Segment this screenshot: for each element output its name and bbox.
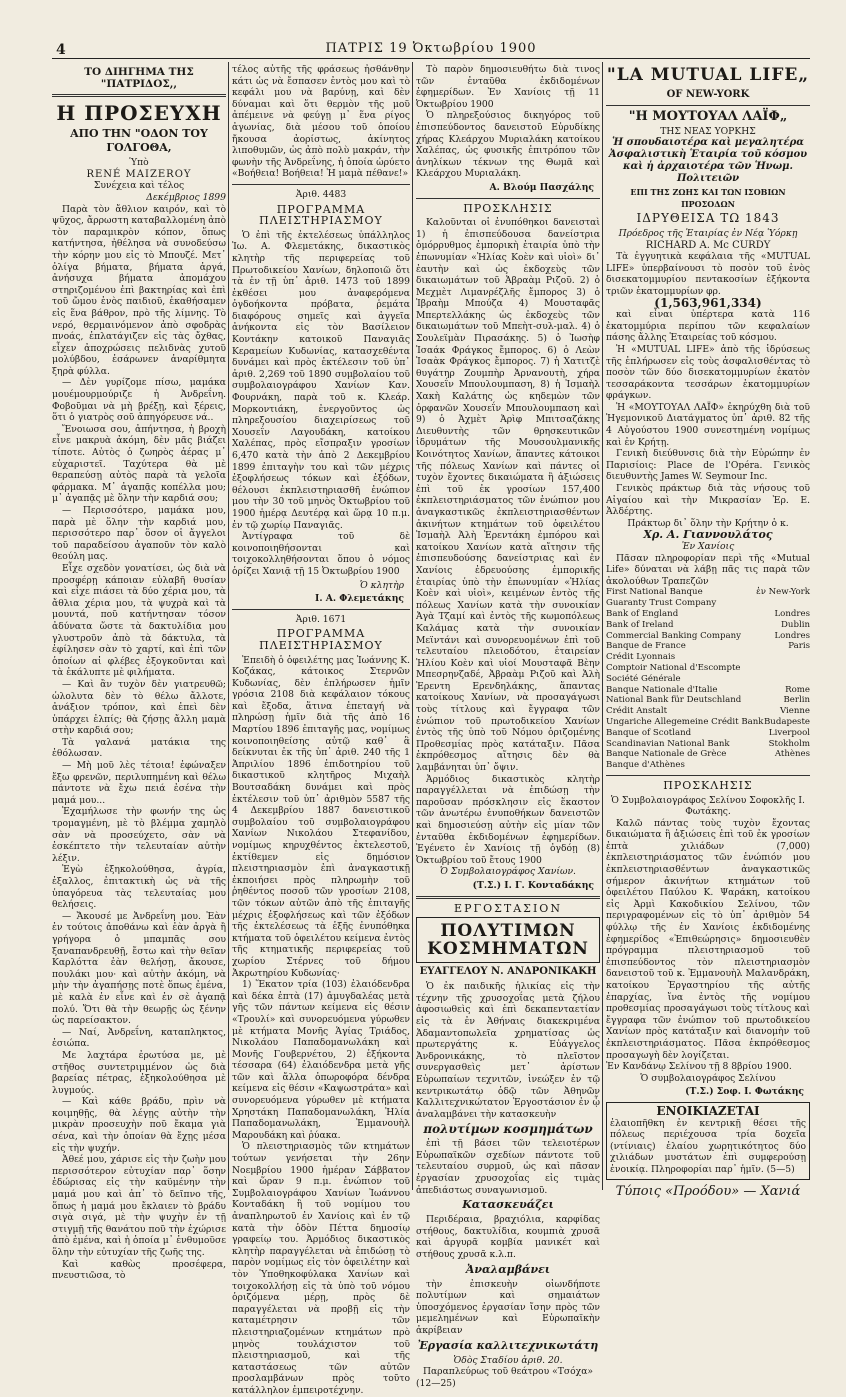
bank-row	[606, 749, 810, 760]
ad-founded: ΙΔΡΥΘΕΙΣΑ ΤΩ 1843	[636, 211, 780, 226]
rent-title: ΕΝΟΙΚΙΑΖΕΤΑΙ	[656, 1103, 760, 1118]
notice-items: 1) Ἕκατον τρία (103) ἐλαιόδενδρα καὶ δέκα ἑπτὰ (17) ἀμυγδαλέας μετὰ γῆς τῶν πάντων κείμενα εἰς θέσιν «Τρουλί» καὶ συνορευόμενα γύρωθεν μὲ κτήματα Μονῆς Ἁγίας Τριάδος, Νικολάου Παπαδομανωλάκη καὶ Μονῆς Γουβερνέτου, 2) ἑξήκοντα τέσσαρα (64) ἐλαιόδενδρα μετὰ γῆς τῶν καὶ ἄλλα ὀπωροφόρα δένδρα κείμενα εἰς θέσιν «Καψωστράτα» καὶ συνορευόμενα γύρωθεν μὲ κτήματα Χρηστάκη Παπαδομανωλάκη, Ἠλία Παπαδομανωλάκη, Ἐμμανουὴλ Μαρουδάκη καὶ ῥύακα.	[232, 979, 410, 1141]
bank-name: Banque Nationale d'Italie	[606, 684, 718, 695]
bank-row	[606, 674, 810, 685]
notice-title: ΠΡΟΣΚΛΗΣΙΣ	[463, 201, 553, 215]
story-paragraph: — Καὶ κάθε βράδυ, πρὶν νὰ κοιμηθῇς, θὰ λέγῃς αὐτὴν τὴν μικρὰν προσευχὴν ποῦ ἔκαμα γιὰ σένα, καὶ τὴν ὁποίαν θὰ ἔχῃς μέσα εἰς τὴν ψυχήν.	[52, 1096, 226, 1154]
ad-body: Γενικὴ διεύθυνσις διὰ τὴν Εὐρώπην ἐν Παρισίοις: Place de l'Opéra. Γενικὸς διευθυντὴς James W. Seymour Inc.	[606, 448, 810, 483]
notice-body: Ἐπειδὴ ὁ ὀφειλέτης μας Ἰωάννης Κ. Κοζάκας, κάτοικος Στερνῶν Κυδωνίας, δὲν ἐπλήρωσεν ἡμῖν γρόσια 2108 διὰ κεφάλαιον τόκους καὶ ἔξοδα, ἅτινα ἐπεταγή νὰ πληρώσῃ ἡμῖν διὰ τῆς ἀπὸ 16 Μαρτίου 1896 ἐπιταγῆς μας, νομίμως κοινοποιηθείσης αὐτῷ καθ᾽ ἃ δείκνυται ἐκ τῆς ὑπ᾽ ἀριθ. 240 τῆς 1 Ἀπριλίου 1896 ἐπιδοτηρίου τοῦ δικαστικοῦ κλητῆρος Μιχαὴλ Βουτσαδάκη δυνάμει καὶ πρὸς ἐκτέλεσιν τοῦ ὑπ᾽ ἀριθμὸν 5587 τῆς 4 Δεκεμβρίου 1887 δανειστικοῦ συμβολαίου τοῦ συμβολαιογράφου Χανίων Νικολάου Στεφανίδου, νομίμως κηρυχθέντος ἐκτελεστοῦ, ἐκτίθεμεν εἰς δημόσιον πλειστηριασμὸν ἐπὶ ἀναγκαστικῇ ἐκποιήσει πρὸς πληρωμὴν τοῦ ῥηθέντος ποσοῦ τῶν γροσίων 2108, τῶν τόκων αὐτῶν ἀπὸ τῆς ἐπιταγῆς μέχρις ἐξοφλήσεως καὶ τῶν ἐξόδων τῆς ἐκτελέσεως τὰ ἑξῆς ἐνυπόθηκα κτήματα τοῦ ὀφειλέτου κείμενα ἐντὸς τῆς κτηματικῆς περιφερείας τοῦ χωρίου Στέρνες τοῦ δήμου Ἀκρωτηρίου Κυδωνίας·	[232, 654, 410, 979]
printer-footer: Τύποις «Προόδου» — Χανιά	[615, 1183, 801, 1199]
story-paragraph: Ἐγὼ ἐξηκολούθησα, ἀγρία, ἐξαλλος, ἐπιτακτικὴ ὡς νὰ τῆς ὑπαγόρευα τὰς τελευταίας μου θελήσεις.	[52, 864, 226, 911]
ad-subtitle: OF NEW-YORK	[666, 89, 750, 100]
story-author: RENÉ MAIZEROY	[86, 168, 192, 180]
bank-row	[606, 739, 810, 750]
bank-name: Ungariche Allegemeine Crédit Bank	[606, 716, 764, 727]
story-subtitle: ΑΠΟ ΤΗΝ "ΟΔΟΝ ΤΟΥ ΓΟΛΓΟΘΑ,	[70, 127, 208, 155]
story-paragraph: Εἶχε σχεδὸν γονατίσει, ὡς διὰ νὰ προσφέρῃ κάποιαν εὐλαβῆ θυσίαν καὶ εἶχε πιάσει τὰ δύο χέρια μου, τὰ ἄθλια χέρια μου, τὰ ψυχρὰ καὶ τὰ μουντά, ποῦ κατήντησαν τόσον ἀδύνατα ὥστε τὰ δακτυλίδια μου γλυστροῦν ἀπὸ τὰ δάκτυλα, τὰ ἐφίλησεν σὰν τὸ χαρτί, καὶ ἐπὶ τῶν ὁποίων αἱ φλέβες ἐξογκοῦνται καὶ τὰ ἐκάλυπτε μὲ φιλήματα.	[52, 562, 226, 679]
rent-ad	[606, 1102, 810, 1180]
ad-body: Τὰ ἐγγυητικὰ κεφάλαια τῆς «MUTUAL LIFE» ὑπερβαίνουσι τὸ ποσὸν τοῦ ἑνὸς δισεκατομμυρίου πεντακοσίων ἑξήκοντα τριῶν ἑκατομμυρίων φρ.	[606, 251, 810, 297]
divider	[416, 896, 600, 899]
story-ending: τέλος αὐτῆς τῆς φράσεως ἠσθάνθην κάτι ὡς νὰ ἔσπασεν ἐντὸς μου καὶ τὸ κεφάλι μου νὰ βαρύνῃ, καὶ δὲν δύναμαι καὶ ὅτι θερμὸν τῆς μοῦ ἀπέμεινε νὰ φεύγῃ μ᾽ ἕνα ρίγος ἀγωνίας, διὰ μέσου τοῦ ὁποίου ἤκουσα ἀορίστως, ἀκίνητος λιποθυμῶν, ὡς ἀπὸ πολὺ μακράν, τὴν φωνὴν τῆς Ἀνδρεΐνης, ἡ ὁποία ὠρύετο «Βοήθεια! Βοήθεια! Ἡ μαμὰ πέθανε!»	[232, 64, 410, 180]
bank-row	[606, 760, 810, 771]
bank-row	[606, 717, 810, 728]
ad-kicker: ΕΡΓΟΣΤΑΣΙΟΝ	[454, 901, 562, 915]
story-paragraph: Τὰ γαλανά ματάκια της ἐθόλωσαν.	[52, 736, 226, 760]
agent-location: Ἐν Χανίοις	[681, 541, 735, 552]
column-notices-ads	[416, 64, 600, 1389]
notice-body: Ὁ πληρεξούσιος δικηγόρος τοῦ ἐπισπεύδοντος δανειστοῦ Εὐρυδίκης χήρας Κλεάρχου Μυριαλάκη κατοίκου Χαλέπας, ὡς φυσικῆς ἐπιτρόπου τῶν ἀνηλίκων τέκνων της Θωμᾶ καὶ Κλεάρχου Μυριαλάκη.	[416, 110, 600, 180]
ad-address: Παραπλεύρως τοῦ θεάτρου «Τσόχα»	[422, 1366, 594, 1378]
column-divider	[412, 62, 413, 1190]
ad-heading: Ἐργασία καλλιτεχνικωτάτη	[417, 1338, 599, 1352]
notice-title: ΠΡΟΣΚΛΗΣΙΣ	[663, 778, 753, 792]
bank-name: Banque Nationale de Grèce	[606, 749, 727, 760]
bank-city: Athènes	[774, 749, 810, 760]
divider	[606, 105, 810, 106]
bank-row	[606, 587, 810, 598]
ad-address: Ὁδὸς Σταδίου ἀριθ. 20.	[453, 1354, 563, 1366]
notice-role: Ὁ κλητὴρ	[359, 579, 404, 591]
notice-signer: (Τ.Σ.) Ι. Γ. Κονταδάκης	[472, 879, 594, 891]
ad-body: ἐπὶ τῇ βάσει τῶν τελειοτέρων Εὐρωπαϊκῶν σχεδίων πάντοτε τοῦ τελευταίου συρμοῦ, ὡς καὶ πᾶσαν ἐργασίαν χρυσοχοΐας εἰς τιμὰς ἀπεδιάστως συναγωνισμοῦ.	[416, 1138, 600, 1196]
bank-name: Scandinavian National Bank	[606, 738, 730, 749]
ad-president-label: Πρόεδρος τῆς Ἑταιρίας ἐν Νέᾳ Ὑόρκῃ	[618, 227, 798, 239]
notice-body: Τὸ παρὸν δημοσιευθήτω διὰ τινος τῶν ἐνταῦθα ἐκδιδομένων ἐφημερίδων. Ἐν Χανίοις τῇ 11 Ὀκτωβρίου 1900	[416, 64, 600, 110]
bank-city: Rome	[785, 684, 810, 695]
story-paragraph: Παρὰ τὸν ἄθλιον καιρόν, καὶ τὸ ψῦχος, ἄρρωστη καταβαλλομένη ἀπὸ τὸν παραμικρὸν κόπον, ὅπως κατήντησα, ἠθέλησα νὰ συνοδεύσω τὴν κόρην μου εἰς τὸ Μπουζέ. Μετ᾽ ὀλίγα βήματα, βήματα ἀργά, ἀνήσυχα βήματα ἀπομάχου στηριζομένου ἐπὶ βακτηρίας καὶ ἐπὶ τοῦ ὤμου ἑνὸς παιδιοῦ, ἐκαθήσαμεν εἰς ἕνα βάθρον, πρὸ τῆς λίμνης. Τὸ νερό, θερμαινόμενον ἀπὸ σφοδρὰς πνοάς, ἐπλατάγιζεν εἰς τὰς ὄχθας, εἶχεν ἀποχρώσεις πελιδνὰς χυτοῦ μολύβδου, ἐσάρωνεν ἀναρίθμητα ξηρὰ φύλλα.	[52, 203, 226, 377]
bank-row	[606, 652, 810, 663]
notice-number: Ἀριθ. 4483	[295, 188, 347, 200]
bank-list	[606, 587, 810, 771]
notice-role: Ὁ Συμβολαιογράφος Χανίων.	[440, 866, 576, 878]
story-paragraph: Με λαχτάρα ἐρωτύσα με, μὲ στῆθος συντετριμμένον ὡς διὰ βαρείας πέτρας, ἐξηκολούθησα μὲ λυγμούς.	[52, 1049, 226, 1096]
bank-name: Banque of Scotland	[606, 727, 692, 738]
bank-name: Banque d'Athènes	[606, 760, 685, 771]
bank-row	[606, 728, 810, 739]
story-paragraph: — Ναί, Ἀνδρεΐνη, καταπληκτος, ἐσιώπα.	[52, 1026, 226, 1050]
bank-city: Londres	[774, 630, 810, 641]
column-notices	[232, 64, 410, 1396]
bank-city: Dublin	[781, 619, 810, 630]
ad-run: (12—25)	[416, 1377, 456, 1389]
bank-city: Stokholm	[768, 738, 810, 749]
story-paragraph: — Ἄκουσέ με Ἀνδρεΐνη μου. Ἐὰν ἐν τούτοις ἀποθάνω καὶ ἐὰν ἀργὰ ἢ γρήγορα ὁ μπαμπᾶς σου ξαναπανδρευθῇ, ἔστω καὶ τὴν θεῖαν Καρλόττα ἐὰν θελήσῃ, ἄκουσε, πουλάκι μου· καὶ αὐτὴν ἀκόμη, νὰ μὴν τὴν ἀγαπήσῃς ποτὲ ὅπως ἐμένα, μὲ καλὰ ἐν εἶνε καὶ ἐν σὲ ἀγαπᾷ πολύ. Ὅτι θὰ τὴν θεωρῇς ὡς ξένην ὡς παρείσακτον.	[52, 910, 226, 1027]
ad-owner: ΕΥΑΓΓΕΛΟΥ Ν. ΑΝΔΡΟΝΙΚΑΚΗ	[419, 966, 597, 978]
bank-city: Budapeste	[763, 716, 810, 727]
notice-date: Ἐν Κανδάνῳ Σελίνου τῇ 8 8βρίου 1900.	[606, 1061, 792, 1073]
agent-name: Χρ. Α. Γιαννουλάτος	[643, 528, 773, 542]
column-divider	[602, 62, 603, 1190]
column-story	[52, 64, 226, 1282]
notice-title: ΠΡΟΓΡΑΜΜΑ ΠΛΕΙΣΤΗΡΙΑΣΜΟΥ	[259, 202, 383, 228]
bank-row	[606, 631, 810, 642]
story-title: Η ΠΡΟΣΕΥΧΗ	[56, 101, 222, 126]
bank-city: Liverpool	[768, 727, 810, 738]
bank-name: Bank of Ireland	[606, 619, 674, 630]
page-header	[52, 38, 810, 59]
notice-number: Ἀριθ. 1671	[295, 613, 347, 625]
bank-row	[606, 609, 810, 620]
ad-amount: (1,563,961,334)	[654, 295, 762, 310]
bank-name: Banque de France	[606, 641, 686, 652]
story-date: Δεκέμβριος 1899	[146, 191, 226, 203]
ad-body: τὴν ἐπισκευὴν οἱωνδήποτε πολυτίμων καὶ σημαιάτων ὑποσχόμενος ἐργασίαν ἴσην πρὸς τῶν μεμελημένων καὶ Εὐρωπαϊκὴν ἀκρίβειαν	[416, 1278, 600, 1336]
story-paragraph: Ἔνοιωσα σου, ἀπήντησα, ἡ βροχὴ εἶνε μακρυὰ ἀκόμη, δὲν μᾶς βιάζει τίποτε. Αὐτὸς ὁ ζωηρὸς ἀέρας μ᾽ εὐχαριστεῖ. Ταχύτερα θὰ μὲ θεραπεύσῃ αὐτὸς παρὰ τὰ γελοῖα φάρμακα. Μ᾽ ἀγαπᾷς κοπέλλα μου; μ᾽ ἀγαπᾷς μὲ ὅλην τὴν καρδιά σου;	[52, 423, 226, 505]
story-paragraph: — Δὲν γυρίζομε πίσω, μαμάκα μουέμουρμούριζε ἡ Ἀνδρεΐνη. Φοβοῦμαι νὰ μὴ βρέξῃ, καὶ ξέρεις, ὅτι ὁ γιατρὸς σοῦ ἀπηγόρευσε νά..	[52, 377, 226, 424]
divider	[232, 184, 410, 185]
ad-slogan: Ἡ σπουδαιοτέρα καὶ μεγαλητέρα Ἀσφαλιστικὴ Ἑταιρία τοῦ κόσμου καὶ ἡ ἀρχαιοτέρα τῶν Ἡνωμ. Πολιτειῶν	[608, 137, 808, 185]
story-paragraph: Ἐχαμήλωσε τὴν φωνήν της ὡς τρομαγμένη, μὲ τὸ βλέμμα χαμηλὸ σὰν νὰ προσεύχετο, σὰν νὰ ἐσκέπτετο τὴν τελευταίαν αὐτὴν λέξιν.	[52, 806, 226, 864]
bank-name: Commercial Banking Company	[606, 630, 742, 641]
column-insurance-ad	[606, 64, 810, 1199]
notice-role: Ὁ συμβολαιογράφος Σελίνου	[640, 1072, 776, 1084]
bank-row	[606, 706, 810, 717]
notice-title: ΠΡΟΓΡΑΜΜΑ ΠΛΕΙΣΤΗΡΙΑΣΜΟΥ	[259, 627, 383, 652]
page-number: 4	[56, 42, 66, 58]
notice-signer: Ι. Α. Φλεμετάκης	[315, 593, 404, 605]
bank-row	[606, 620, 810, 631]
bank-row	[606, 641, 810, 652]
ad-title: "LA MUTUAL LIFE„	[606, 65, 810, 85]
story-paragraph: Ἀθεέ μου, χάρισε εἰς τὴν ζωὴν μου περισσότερον εὐτυχίαν παρ᾽ ὅσην ἐδώρισας εἰς τὴν καϋμένην τὴν μαμά μου καὶ ἀπ᾽ τὸ δεῖπνο τῆς, ὅπως ἡ μαμά μου ἔκλαιεν τὸ βράδυ σιγὰ σιγά, μὲ τὴν ψυχὴν ἐν τῇ στιγμῇ τῆς θανάτου ποῦ τὴν ἐχώρισε ἀπὸ ἐμένα, καὶ ἡ ὁποία μ᾽ ἐνθυμοῦσε ὅλην τὴν εὐτυχίαν τῆς ζωῆς της.	[52, 1154, 226, 1258]
agent-label: Πράκτωρ δι᾽ ὅλην τὴν Κρήτην ὁ κ.	[627, 517, 789, 529]
ad-heading: Ἀναλαμβάνει	[465, 1262, 551, 1276]
notice-body: Ἀρμόδιος δικαστικὸς κλητὴρ παραγγέλλεται νὰ ἐπιδώσῃ τὴν παροῦσαν πρόσκλησιν εἰς ἕκαστον τῶν ἀνωτέρω ἐνυποθήκων δανειστῶν καὶ δημοσιεύσῃ αὐτὴν εἰς μίαν τῶν ἐνταῦθα ἐκδιδομένων ἐφημερίδων. Ἐγένετο ἐν Χανίοις τῇ ὀγδόῃ (8) Ὀκτωβρίου τοῦ ἔτους 1900	[416, 773, 600, 866]
story-paragraph: Καὶ καθὼς προσέφερα, πνευστιῶσα, τὸ	[52, 1258, 226, 1282]
bank-name: Comptoir National d'Escompte	[606, 662, 741, 673]
bank-name: Crédit Anstalt	[606, 706, 668, 717]
notice-signer: Α. Βλούμ Πασχάλης	[489, 181, 594, 193]
bank-name: Bank of England	[606, 608, 679, 619]
bank-city: Vienne	[779, 706, 810, 717]
story-by: Ὑπὸ	[129, 157, 149, 169]
notice-body: Ὁ ἐπὶ τῆς ἐκτελέσεως ὑπάλληλος Ἰω. Α. Φλεμετάκης, δικαστικὸς κλητὴρ τῆς περιφερείας τοῦ Πρωτοδικείου Χανίων, δηλοποιῶ ὅτι τὰ ἐν τῇ ὑπ᾽ ἀριθ. 1473 τοῦ 1899 ἐκθέσει μου ἀναφερόμενα ὀγδοήκοντα πρόβατα, ῥεμάτα διαφόρους σημεῖς καὶ ἀγγεῖα ἀνήκοντα εἰς τὸν Βασίλειον Κοντάκην κατοικοῦ Παναγιᾶς Κεραμείων Κυδωνίας, κατασχεθέντα δυνάμει καὶ πρὸς ἐκτέλεσιν τοῦ ὑπ᾽ ἀριθ. 2,269 τοῦ 1890 συμβολαίου τοῦ συμβολαιογράφου Χανίων Καν. Φουρνάκη, παρὰ τοῦ κ. Κλεάρ. Μορκοντιάκη, ἐνεργοῦντος ὡς πληρεξουσίου διαχειρίσεως τοῦ Χουσεΐν Λαγουδάκη, κατοίκου Χαλέπας, πρὸς εἴσπραξιν γροσίων 6,470 κατὰ τὴν ἀπὸ 2 Δεκεμβρίου 1899 ἐπιταγὴν του καὶ τῶν μέχρις ἐξοφλήσεως τόκων καὶ ἐξόδων, θέλουσι ἐκπλειστηριασθῆ ἐνώπιον μου τὴν 30 τοῦ μηνὸς Ὀκτωβρίου τοῦ 1900 ἡμέρᾳ Δευτέρᾳ καὶ ὥρᾳ 10 π.μ. ἐν τῷ χωρίῳ Παναγιᾶς.	[232, 229, 410, 531]
notice-body: Καλοῦνται οἱ ἐνυπόθηκοι δανεισταὶ 1) ἡ ἐπισπεύδουσα δανείστρια ὁμόρρυθμος ἐμπορικὴ ἑταιρία ὑπὸ τὴν ἐπωνυμίαν «Ἠλίας Κοὲν καὶ υἱοὶ» δι᾽ ἑαυτὴν καὶ ὡς ἐκδοχεὺς τῶν δικαιωμάτων τοῦ Ἀβραὰμ Ριζοῦ. 2) ὁ Μεχμὲτ Λιμανρέζλῆς ἔμπορος 3) ὁ Ἰβραὴμ Μπούζα 4) Μουσταφᾶς Μπερτελλάκης ὡς ἐκδοχεὺς τῶν δικαιωμάτων τοῦ Μπεὴτ-συλ-μαλ. 4) ὁ Σουλεϊμὰν Πιρασάκης. 5) ὁ Ἰωσὴφ Ἰσαάκ Φράγκος ἔμπορος. 6) ὁ Λεὼν Ἰσαὰκ Φράγκος ἔμπορος. 7) ἡ Χατιτζὲ θυγάτηρ Ζουμπὴρ Ἀρνανουτὴ, χήρα Χουσεΐν Μπουλουμπαση, 8) ἡ Ἰσμαὴλ Χακὴ Καλάτης ὡς κηδεμὼν τῶν ὀρφανῶν Χουσεΐν Μπουλουμπαση καὶ 9) ὁ Ἀχμὲτ Ἀρὶφ Μπιτσαζάκης Διευθυντὴς τῶν θρησκευτικῶν ἱδρυμάτων τῆς Μουσουλμανικῆς Κοινότητος Χανίων, ἅπαντες κάτοικοι τῆς πόλεως Χανίων καὶ πάντες οἱ τυχὸν ἔχοντες δικαιώματα ἢ ἀξιώσεις ἐπὶ τοῦ ἐκ γροσίων 157,400 ἐκπλειστηριάσματος τῶν ἑνώπιον μου ἀναγκαστικῶς ἐκπλειστηριασθέντων ἀκινήτων κτημάτων τοῦ ὀφειλέτου Ἰσμαὴλ Ἀλὴ Ἐρεντάκη ἐμπόρου καὶ κατοίκου Χανίων κατὰ αἴτησιν τῆς ἐπισπευδούσης δανείστριας καὶ ἐν Χανίοις ἐδρευούσης ἐμπορικῆς ἑταιρίας ὑπὸ τὴν ἐπωνυμίαν «Ἠλίας Κοὲν καὶ υἱοὶ», κειμένων ἐντὸς τῆς πόλεως Χανίων κατὰ τὴν συνοικίαν Ἀγὰ Τζαμί καὶ ἐντὸς τῆς κωμοπόλεως Καλάμας κατὰ τὴν συνοικίαν Μεϊντάνι καὶ συνορευομένων ἐπὶ τοῦ τελευταίου πλειοδότου, ἑταιρείαν Ἠλίου Κοὲν καὶ υἱοί Μουσταφᾶ Βὲην Μπεσρηνζαδέ, Ἀβραὰμ Ριζοῦ καὶ Ἀλὴ Ἐρεντη Ερενδηλάκης, ἅπαντας κατοίκους Χανίων, νὰ προσαγάγωσι τοὺς τίτλους καὶ ἔγγραφα τῶν ἐνώπιον τοῦ πρωτοδικείου Χανίων ἐντὸς τῆς ὑπὸ τοῦ Νόμου ὁριζομένης Προθεσμίας πρὸς κατάταξιν. Πᾶσα ἐκπρόθεσμος αἴτησις δὲν θὰ λαμβάνηται ὑπ᾽ ὄψιν.	[416, 217, 600, 774]
notice-body: Καλῶ πάντας τοὺς τυχὸν ἔχοντας δικαιώματα ἢ ἀξιώσεις ἐπὶ τοῦ ἐκ γροσίων ἑπτὰ χιλιάδων (7,000) ἐκπλειστηριάσματος τῶν ἐνώπιόν μου ἐκπλειστηριασθέντων ἀναγκαστικῶς σήμερον ἀκινήτων κτημάτων τοῦ ὀφειλέτου Παύλου Κ. Ψαράκη, κατοίκου εἰς Ἀρμὶ Κακοδικίου Σελίνου, τῶν περιγραφομένων εἰς τὸ ὑπ᾽ ἀριθμὸν 54 φύλλῳ τῆς ἐν Χανίοις ἐκδιδομένης ἐφημερίδος «Ἐπιθεώρησις» δημοσιευθὲν πρόγραμμα πλειστηριασμοῦ τοῦ ἐπισπεύδοντος τὸν πλειστηριασμὸν δανειστοῦ τοῦ κ. Ἐμμανουὴλ Μαλανδράκη, κατοίκου Ἐργαστηρίου τῆς αὐτῆς ἐπαρχίας, ἵνα ἐντὸς τῆς νομίμου προθεσμίας προσαγάγωσι τοὺς τίτλους καὶ ἔγγραφα τῶν ἐνώπιον τοῦ πρωτοδικείου Χανίων πρὸς κατάταξιν καὶ διανομὴν τοῦ ἐκπλειστηριάσματος. Πᾶσα ἐκπρόθεσμος προσαγωγὴ δὲν λογίζεται.	[606, 817, 810, 1061]
story-paragraph: — Μὴ μοῦ λὲς τέτοια! ἐφώναξεν ἔξω φρενῶν, περιλυπημένη καὶ θέλω πάντοτε νὰ ἔχω πειά ἐσένα τὴν μαμά μου...	[52, 760, 226, 806]
ad-body: Ὁ ἐκ παιδικῆς ἡλικίας εἰς τὴν τέχνην τῆς χρυσοχοΐας μετὰ ζήλου ἀφοσιωθεὶς καὶ ἐπὶ δεκαπενταετίαν εἰς τὰ ἐν Ἀθήναις διακεκριμένα Ἀδαμαντοπωλεῖα χρηματίσας ὡς πρωτεργάτης κ. Εὐάγγελος Ἀνδρονικάκης, τὸ πλεῖστον συνεργασθεὶς μετ᾽ ἀρίστων Εὐρωπαίων τεχνιτῶν, ἱνεώξεν ἐν τῷ κεντρικωτάτῳ ὁδῷ τῶν Ἀθηνῶν Καλλιτεχνικώτατον Ἐργοστάσιον ἐν ᾧ ἀναλαμβάνει τὴν κατασκευὴν	[416, 981, 600, 1120]
ad-body: Γενικὸς πράκτωρ διὰ τὰς νήσους τοῦ Αἰγαίου καὶ τὴν Μικρασίαν Ἐρ. Ε. Ἀλδέρτης.	[606, 483, 810, 518]
bank-city: Paris	[788, 641, 810, 652]
notice-body: Ὁ πλειστηριασμὸς τῶν κτημάτων τούτων γενήσεται τὴν 26ην Νοεμβρίου 1900 ἡμέραν Σάββατον καὶ ὥραν 9 π.μ. ἐνώπιον τοῦ Συμβολαιογράφου Χανίων Ἰωάννου Κονταδάκη ἢ τοῦ νομίμου του ἀναπληρωτοῦ ἐν Χανίοις καὶ ἐν τῷ κατὰ τὴν ὁδὸν Πέττα δημοσίῳ γραφείῳ του. Ἀρμόδιος δικαστικὸς κλητὴρ παραγγέλεται νὰ ἐπιδώσῃ τὸ παρὸν νομίμως εἰς τὸν ὀφειλέτην καὶ τὸν Ὑποθηκοφύλακα Χανίων καὶ τοιχοκολλήσῃ εἰς τὰ ὑπὸ τοῦ νόμου ὁριζόμενα μέρῃ, πρὸς δὲ παραγγέλεται νὰ προβῇ εἰς τὴν καταμέτρησιν τῶν πλειστηριαζομένων κτημάτων πρὸ μηνὸς τουλάχιστον τοῦ πλειστηριασμοῦ, καὶ τῆς καταστάσεως τῶν αὐτῶν προσλαμβάνων πρὸς τοῦτο κατάλληλον ἐμπειροτέχνην.	[232, 1141, 410, 1396]
ad-title: ΠΟΛΥΤΙΜΩΝ ΚΟΣΜΗΜΑΤΩΝ	[416, 917, 600, 963]
bank-name: Crédit Lyonnais	[606, 652, 676, 663]
story-continuation: Συνέχεια καὶ τέλος	[93, 180, 185, 192]
ad-subtitle-greek: ΤΗΣ ΝΕΑΣ ΥΟΡΚΗΣ	[660, 125, 756, 137]
divider	[416, 198, 600, 199]
ad-body: Περιδέραια, βραχιόλια, καρφίδας στήθους, δακτυλίδια, κουμπιὰ χρυσᾶ καὶ ἀργυρᾶ κομβία μανικέτ καὶ στήθους χρυσᾶ κ.λ.π.	[416, 1214, 600, 1261]
divider	[606, 775, 810, 776]
newspaper-title-date: ΠΑΤΡΙΣ 19 Ὀκτωβρίου 1900	[325, 41, 537, 56]
ad-body: Ἡ «ΜΟΥΤΟΥΑΛ ΛΑΪΦ» ἐκηρύχθη διὰ τοῦ Ἡγεμονικοῦ Διατάγματος ὑπ᾽ ἀριθ. 82 τῆς 4 Αὐγούστου 1900 συνεστημένη νομίμως καὶ ἐν Κρήτῃ.	[606, 401, 810, 448]
notice-signer: (Τ.Σ.) Σοφ. Ι. Φωτάκης	[685, 1086, 804, 1098]
divider	[52, 94, 226, 97]
bank-name: Société Générale	[606, 673, 681, 684]
ad-heading: Κατασκευάζει	[462, 1198, 554, 1212]
rent-body: ἐλαιοπῆθκη ἐν κεντρικῇ θέσει τῆς πόλεως περιέχουσα τρία δοχεῖα (ντίνιαις) ἐλαίου χωρητικότητος δύο χιλιάδων μυστάτων ἐπὶ συμφερούσῃ ἐνοικίᾳ. Πληροφορίαι παρ᾽ ἡμῖν. (5—5)	[610, 1117, 806, 1175]
bank-row	[606, 695, 810, 706]
bank-city: ἐν New-York	[756, 587, 810, 598]
banks-intro: Πᾶσαν πληροφορίαν περὶ τῆς «Mutual Life» δύναται νὰ λάβῃ πᾶς τις παρὰ τῶν ἀκολούθων Τραπεζῶν	[606, 552, 810, 587]
story-paragraph: — Καὶ ἂν τυχὸν δὲν γιατρευθῶ; ὡλολυτα δὲν τὸ θέλω ἄλλοτε, ἀνάξιον τρόπον, καὶ ἐπεὶ δὲν ὑπάρχει ἐλπίς; θὰ ζήσῃς ἄλλη μαμὰ στὴν καρδιά σου;	[52, 678, 226, 737]
ad-body: Ἡ «MUTUAL LIFE» ἀπὸ τῆς ἱδρύσεως τῆς ἐπλήρωσεν εἰς τοὺς ἀσφαλισθέντας τὸ ποσὸν τῶν δύο δισεκατομμυρίων ἑκατὸν τεσσαράκοντα τεσσάρων ἑκατομμυρίων φράγκων.	[606, 343, 810, 402]
bank-row	[606, 598, 810, 609]
column-divider	[228, 62, 229, 1190]
ad-slogan: ΕΠΙ ΤΗΣ ΖΩΗΣ ΚΑΙ ΤΩΝ ΙΣΟΒΙΩΝ ΠΡΟΣΟΔΩΝ	[630, 187, 786, 209]
bank-name: First National Banque	[606, 587, 703, 598]
bank-row	[606, 663, 810, 674]
divider	[232, 609, 410, 610]
notice-body: Ἀντίγραφα τοῦ δὲ κοινοποιηθήσονται καὶ τοιχοκολληθήσονται ὅπου ὁ νόμος ὁρίζει Χανιᾷ τῇ 15 Ὀκτωβρίου 1900	[232, 531, 410, 577]
ad-title-greek: "Η ΜΟΥΤΟΥΑΛ ΛΑΪΦ„	[628, 108, 788, 124]
bank-city: Berlin	[783, 695, 810, 706]
bank-name: National Bank für Deutschland	[606, 695, 742, 706]
notice-role: Ὁ Συμβολαιογράφος Σελίνου Σοφοκλῆς Ι. Φωτάκης.	[611, 794, 805, 818]
ad-subtitle: πολυτίμων κοσμημάτων	[423, 1122, 593, 1137]
story-kicker: ΤΟ ΔΙΗΓΗΜΑ ΤΗΣ "ΠΑΤΡΙΔΟΣ,,	[84, 66, 194, 90]
bank-city: Londres	[774, 608, 810, 619]
story-paragraph: — Περισσότερο, μαμάκα μου, παρὰ μὲ ὅλην τὴν καρδιά μου, περισσότερο παρ᾽ ὅσον οἱ ἄγγελοι τοῦ παραδείσου ἀγαποῦν τὸν καλὸ θεούλη μας.	[52, 505, 226, 563]
bank-row	[606, 685, 810, 696]
ad-president: RICHARD A. Mc CURDY	[645, 239, 771, 251]
ad-body: καὶ εἶναι ὑπέρτερα κατὰ 116 ἑκατομμύρια περίπου τῶν κεφαλαίων πάσης ἄλλης Ἑταιρείας τοῦ κόσμου.	[606, 309, 810, 344]
bank-name: Guaranty Trust Company	[606, 598, 717, 609]
